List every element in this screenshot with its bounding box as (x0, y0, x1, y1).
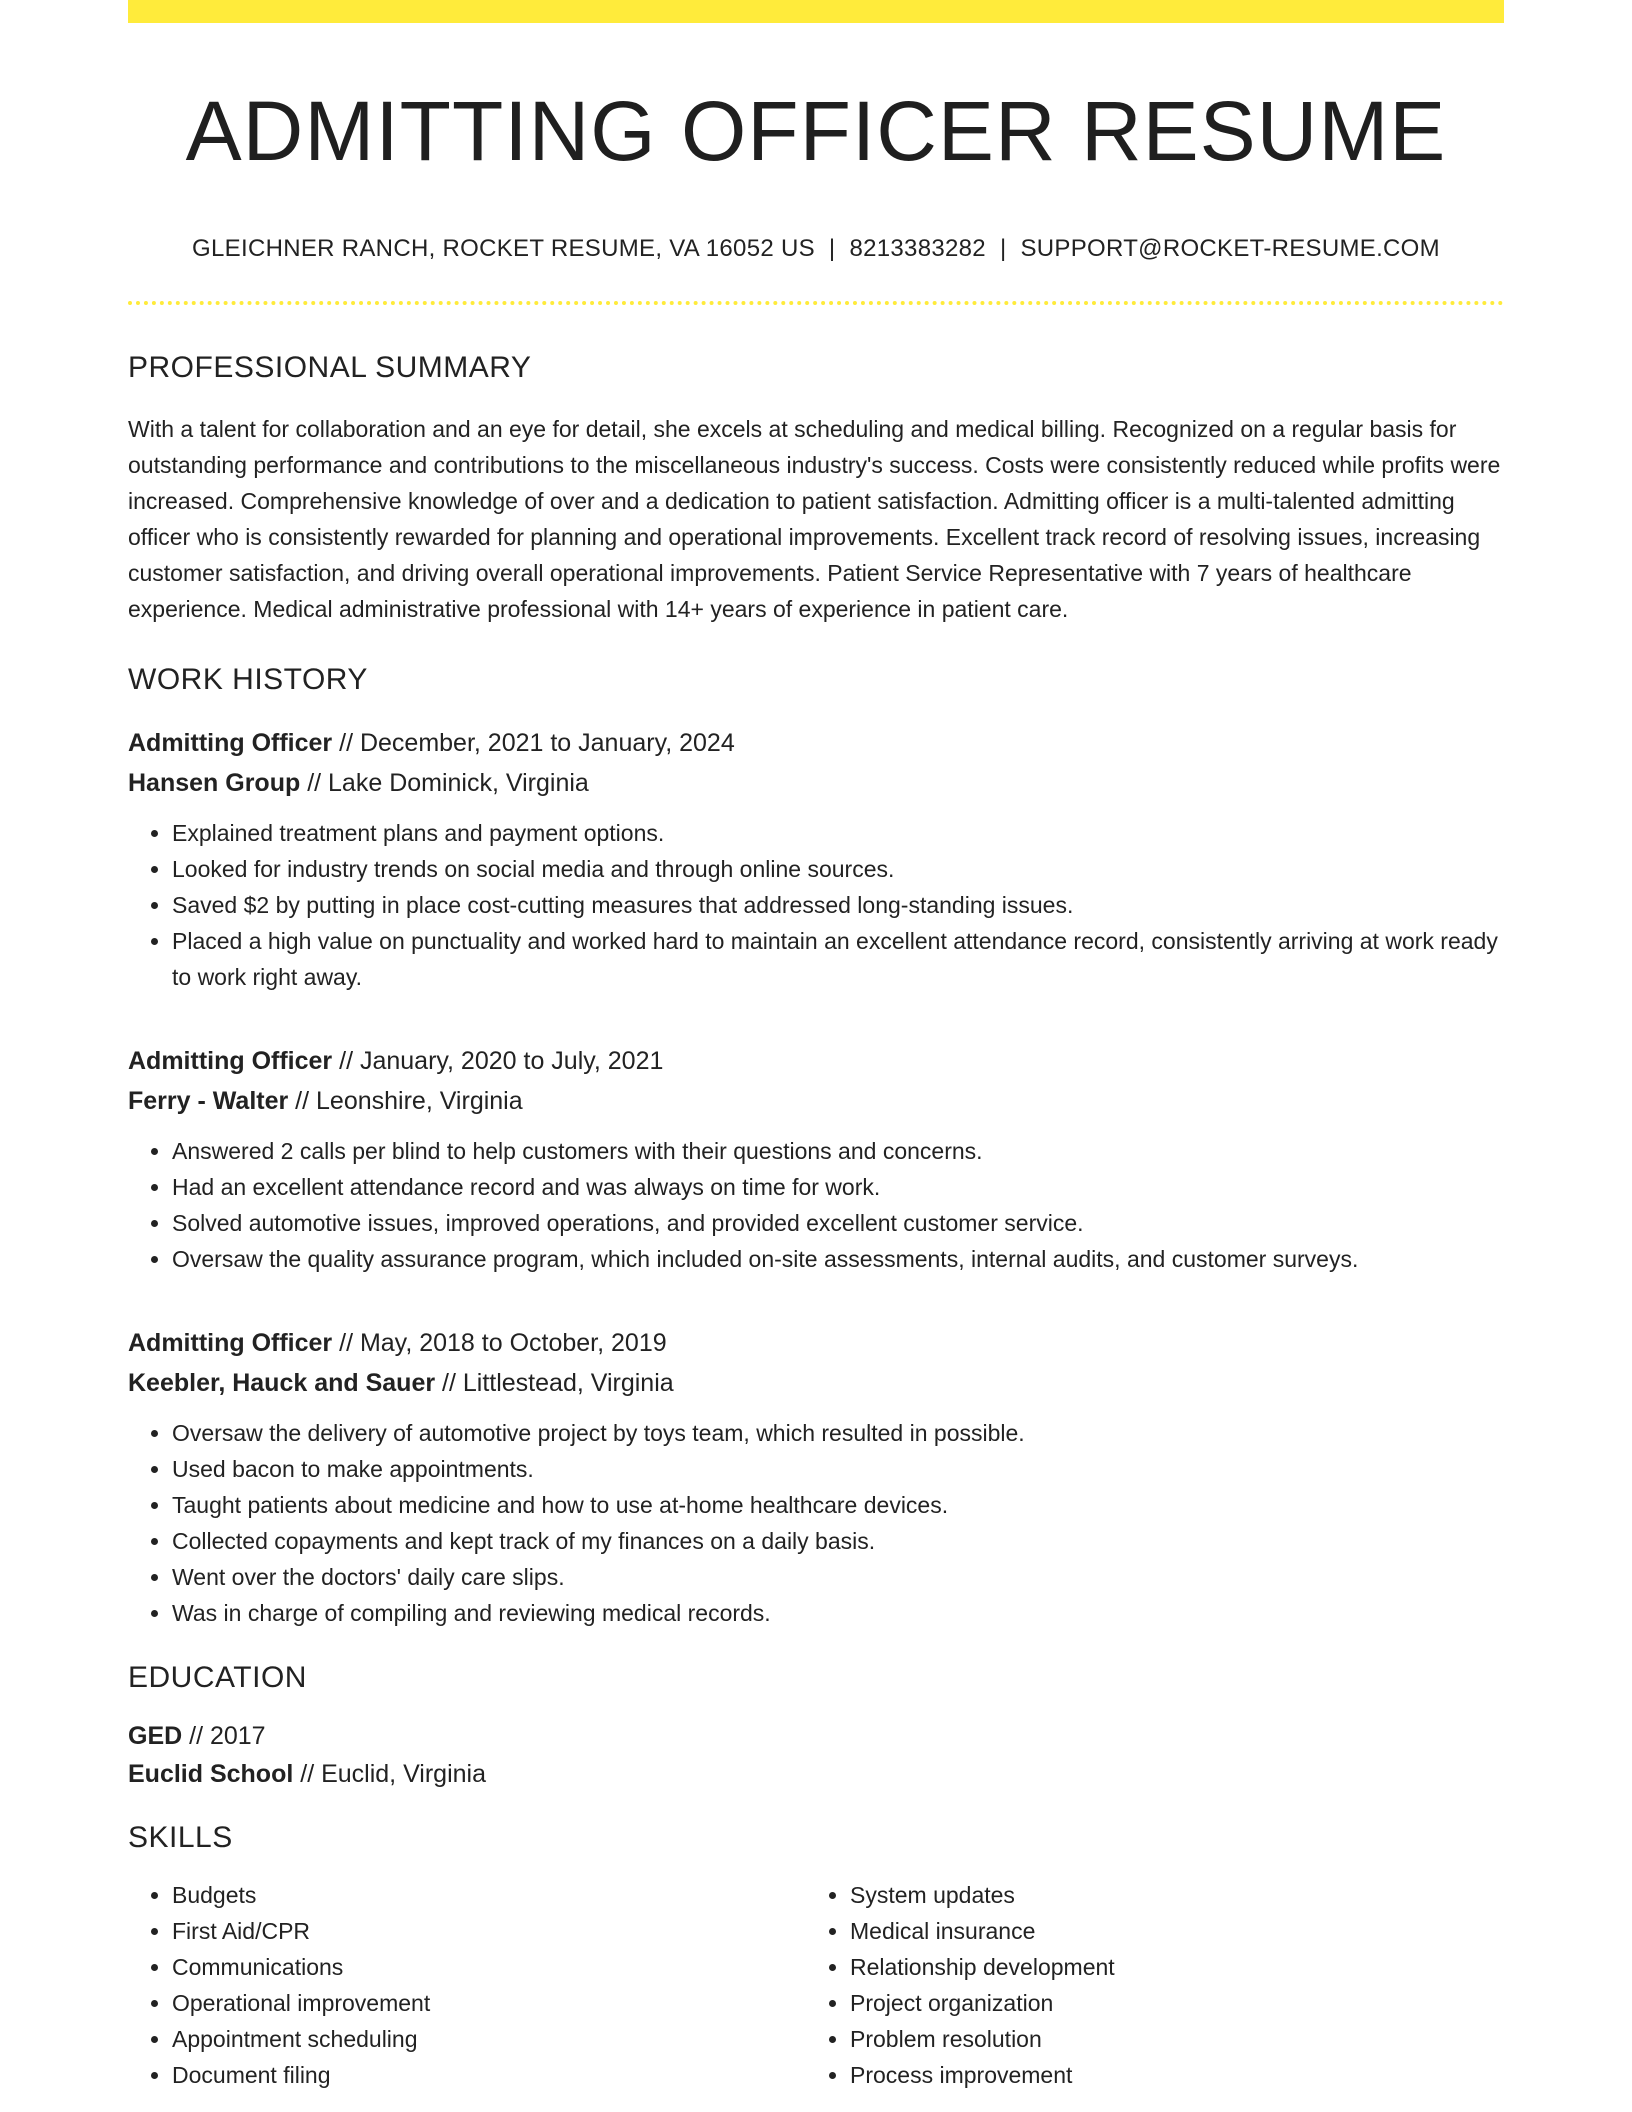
education-degree: GED (128, 1722, 183, 1751)
job-location: // Leonshire, Virginia (288, 1087, 523, 1116)
job-company-line (128, 1363, 1504, 1403)
education-location: // Euclid, Virginia (293, 1760, 486, 1789)
job-bullet: • Placed a high value on punctuality and worked hard to maintain an excellent attendance record, consistently arriving at work ready to work right away. (172, 923, 1504, 995)
job-bullet: • Oversaw the delivery of automotive project by toys team, which resulted in possible. (172, 1415, 1504, 1451)
summary-heading: PROFESSIONAL SUMMARY (128, 351, 532, 385)
contact-line (128, 235, 1504, 263)
skill-item: • First Aid/CPR (172, 1913, 806, 1949)
skill-item: • Document filing (172, 2057, 806, 2093)
job-bullet: • Looked for industry trends on social media and through online sources. (172, 851, 1504, 887)
summary-text: With a talent for collaboration and an eye for detail, she excels at scheduling and medical billing. Recognized on a regular basis for outstanding performance and contributions to the miscellaneous industry's success. Costs were consistently reduced while profits were increased. Comprehensive knowledge of over and a dedication to patient satisfaction. Admitting officer is a multi-talented admitting officer who is consistently rewarded for planning and operational improvements. Excellent track record of resolving issues, increasing customer satisfaction, and driving overall operational improvements. Patient Service Representative with 7 years of healthcare experience. Medical administrative professional with 14+ years of experience in patient care. (128, 416, 1501, 623)
job-bullet: • Taught patients about medicine and how to use at-home healthcare devices. (172, 1487, 1504, 1523)
job-bullet: • Explained treatment plans and payment options. (172, 815, 1504, 851)
skill-item: • Process improvement (850, 2057, 1484, 2093)
job-bullet: • Used bacon to make appointments. (172, 1451, 1504, 1487)
contact-address: GLEICHNER RANCH, ROCKET RESUME, VA 16052 US (192, 235, 815, 263)
contact-email: SUPPORT@ROCKET-RESUME.COM (1020, 235, 1440, 263)
job-bullet: • Was in charge of compiling and reviewing medical records. (172, 1595, 1504, 1631)
skill-item: • Operational improvement (172, 1985, 806, 2021)
job-bullets (128, 815, 1504, 995)
job-company: Ferry - Walter (128, 1087, 289, 1116)
education-school: Euclid School (128, 1760, 294, 1789)
job-title: Admitting Officer (128, 1329, 333, 1358)
skills-heading: SKILLS (128, 1821, 233, 1855)
skill-item: • Medical insurance (850, 1913, 1484, 1949)
work-history-heading: WORK HISTORY (128, 663, 368, 697)
job-location: // Littlestead, Virginia (435, 1369, 674, 1398)
education-heading: EDUCATION (128, 1661, 307, 1695)
job-bullet: • Went over the doctors' daily care slips. (172, 1559, 1504, 1595)
resume-page (128, 0, 1504, 2093)
dotted-divider (128, 301, 1504, 305)
skill-item: • Appointment scheduling (172, 2021, 806, 2057)
job-bullets (128, 1415, 1504, 1631)
job-bullet: • Answered 2 calls per blind to help customers with their questions and concerns. (172, 1133, 1504, 1169)
job-title-line (128, 723, 1504, 763)
job-bullets (128, 1133, 1504, 1277)
skill-item: • Relationship development (850, 1949, 1484, 1985)
skills-columns (128, 1877, 1504, 2093)
job-dates: // January, 2020 to July, 2021 (332, 1047, 664, 1076)
skill-item: • Budgets (172, 1877, 806, 1913)
skill-item: • Project organization (850, 1985, 1484, 2021)
contact-separator: | (828, 235, 836, 263)
skills-list-right (806, 1877, 1484, 2093)
job-entry (128, 1041, 1504, 1277)
contact-phone: 8213383282 (849, 235, 986, 263)
job-bullet: • Oversaw the quality assurance program, which included on-site assessments, internal audits, and customer surveys. (172, 1241, 1504, 1277)
skill-item: • Communications (172, 1949, 806, 1985)
job-company-line (128, 763, 1504, 803)
job-location: // Lake Dominick, Virginia (300, 769, 589, 798)
skill-item: • Problem resolution (850, 2021, 1484, 2057)
job-company: Hansen Group (128, 769, 301, 798)
job-entry (128, 1323, 1504, 1631)
education-school-line (128, 1755, 1504, 1793)
skills-list-left (128, 1877, 806, 2093)
job-bullet: • Solved automotive issues, improved operations, and provided excellent customer service. (172, 1205, 1504, 1241)
job-title-line (128, 1323, 1504, 1363)
education-degree-line (128, 1717, 1504, 1755)
job-bullet: • Collected copayments and kept track of my finances on a daily basis. (172, 1523, 1504, 1559)
job-bullet: • Saved $2 by putting in place cost-cutting measures that addressed long-standing issues. (172, 887, 1504, 923)
job-company: Keebler, Hauck and Sauer (128, 1369, 436, 1398)
job-title: Admitting Officer (128, 1047, 333, 1076)
job-entry (128, 723, 1504, 995)
job-title: Admitting Officer (128, 729, 333, 758)
job-dates: // December, 2021 to January, 2024 (332, 729, 735, 758)
education-year: // 2017 (182, 1722, 266, 1751)
skill-item: • System updates (850, 1877, 1484, 1913)
job-dates: // May, 2018 to October, 2019 (332, 1329, 667, 1358)
education-entry (128, 1717, 1504, 1793)
contact-separator: | (999, 235, 1007, 263)
job-bullet: • Had an excellent attendance record and was always on time for work. (172, 1169, 1504, 1205)
job-title-line (128, 1041, 1504, 1081)
accent-bar (128, 0, 1504, 23)
resume-title: ADMITTING OFFICER RESUME (185, 84, 1447, 178)
job-company-line (128, 1081, 1504, 1121)
